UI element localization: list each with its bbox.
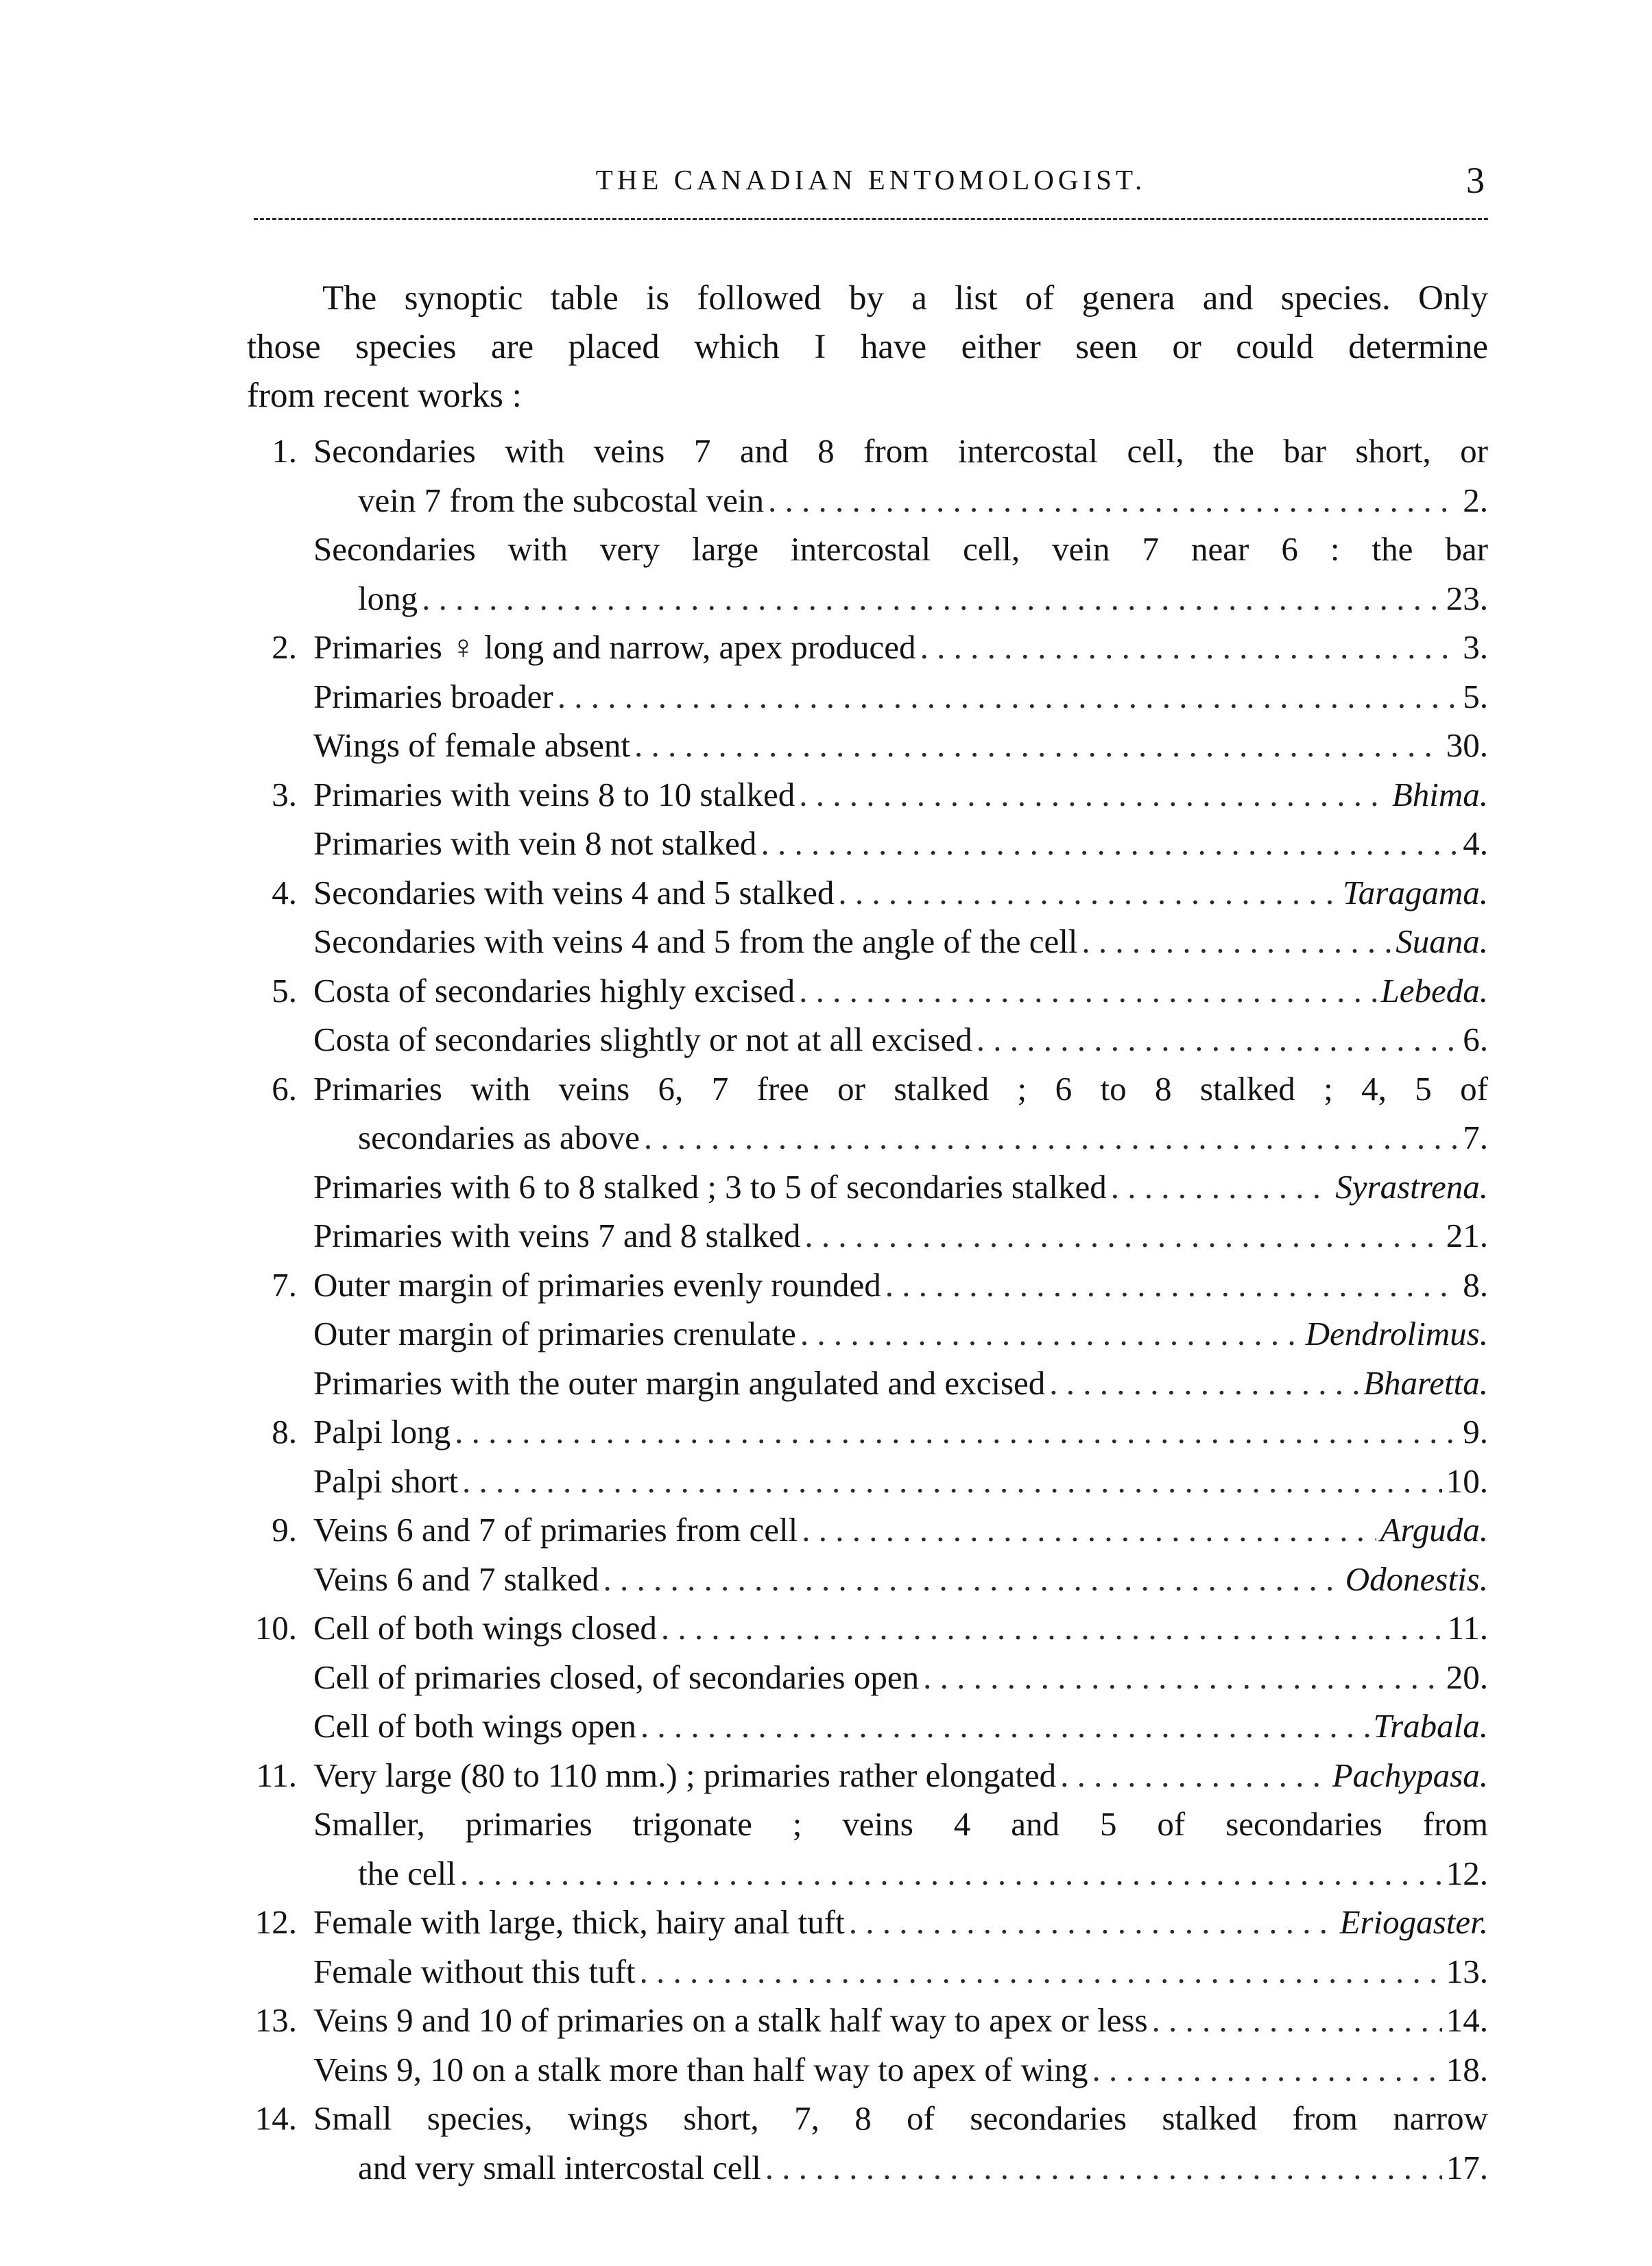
- couplet-reference: 13.: [1446, 1952, 1488, 1990]
- entry-text: Outer margin of primaries evenly rounded: [313, 1265, 881, 1304]
- entry-text: Cell of both wings closed: [313, 1609, 657, 1647]
- entry-text: Wings of female absent: [313, 726, 631, 764]
- genus-name: Pachypasa.: [1332, 1756, 1488, 1794]
- genus-name: Bhima.: [1391, 775, 1488, 813]
- entry-text: Secondaries with veins 4 and 5 from the angle of the cell: [313, 922, 1078, 960]
- entry-body: [313, 1996, 1488, 2045]
- entry-text: Costa of secondaries highly excised: [313, 971, 795, 1010]
- key-entry: [237, 2143, 1488, 2193]
- key-entry: [237, 1162, 1488, 1212]
- genus-name: Suana.: [1396, 922, 1488, 960]
- key-entry: [237, 1849, 1488, 1898]
- key-entry: [237, 1751, 1488, 1800]
- dot-leader: [1081, 917, 1391, 966]
- entry-text: Very large (80 to 110 mm.) ; primaries rather elongated: [313, 1756, 1057, 1794]
- entry-body: [313, 1309, 1488, 1359]
- entry-text: Small species, wings short, 7, 8 of secondaries stalked from narrow: [313, 2099, 1488, 2137]
- dot-leader: [634, 721, 1442, 770]
- couplet-reference: 30.: [1446, 726, 1488, 764]
- entry-body: [358, 1849, 1488, 1898]
- entry-body: [358, 476, 1488, 525]
- key-entry: [237, 476, 1488, 525]
- dot-leader: [1060, 1751, 1328, 1800]
- key-entry: [237, 1702, 1488, 1751]
- couplet-number: 6.: [272, 1069, 297, 1108]
- entry-body: [313, 623, 1488, 672]
- entry-body: [313, 1947, 1488, 1996]
- key-entry: [237, 1996, 1488, 2045]
- intro-paragraph: [247, 274, 1488, 420]
- couplet-reference: 8.: [1463, 1265, 1488, 1304]
- key-entry: [237, 2045, 1488, 2095]
- couplet-number: 4.: [272, 873, 297, 911]
- couplet-reference: 9.: [1463, 1413, 1488, 1451]
- couplet-reference: 17.: [1446, 2148, 1488, 2186]
- couplet-reference: 11.: [1447, 1609, 1488, 1647]
- dot-leader: [761, 819, 1459, 868]
- entry-body: [313, 2045, 1488, 2095]
- entry-text: Female without this tuft: [313, 1952, 636, 1990]
- genus-name: Trabala.: [1373, 1707, 1488, 1745]
- entry-body: [313, 770, 1488, 820]
- dot-leader: [849, 1898, 1336, 1947]
- couplet-reference: 6.: [1463, 1021, 1488, 1058]
- dot-leader: [920, 623, 1459, 672]
- entry-body: [313, 1359, 1488, 1408]
- entry-text: Primaries broader: [313, 677, 553, 715]
- couplet-reference: 10.: [1446, 1462, 1488, 1500]
- intro-line: The synoptic table is followed by a list of genera and species. Only: [322, 279, 1488, 318]
- entry-body: [313, 1407, 1488, 1457]
- entry-body: [358, 1113, 1488, 1162]
- key-entry: [237, 1505, 1488, 1555]
- couplet-reference: 12.: [1446, 1854, 1488, 1892]
- couplet-reference: 5.: [1463, 677, 1488, 715]
- genus-name: Lebeda.: [1380, 971, 1488, 1010]
- dot-leader: [640, 1947, 1442, 1996]
- intro-line: from recent works :: [247, 377, 522, 415]
- entry-text: Cell of primaries closed, of secondaries open: [313, 1658, 920, 1696]
- intro-line: those species are placed which I have either seen or could determine: [247, 328, 1488, 366]
- key-entry: [237, 1653, 1488, 1702]
- key-entry: [237, 868, 1488, 918]
- running-title: THE CANADIAN ENTOMOLOGIST.: [595, 164, 1147, 195]
- genus-name: Syrastrena.: [1335, 1167, 1488, 1206]
- dot-leader: [923, 1653, 1442, 1702]
- entry-body: [313, 672, 1488, 721]
- couplet-reference: 3.: [1463, 628, 1488, 666]
- entry-body: [313, 1751, 1488, 1800]
- key-entry: [237, 770, 1488, 820]
- dot-leader: [460, 1849, 1442, 1898]
- couplet-number: 9.: [272, 1511, 297, 1549]
- couplet-number: 7.: [272, 1265, 297, 1304]
- entry-body: [313, 1015, 1488, 1064]
- entry-text: Veins 6 and 7 of primaries from cell: [313, 1511, 798, 1549]
- genus-name: Bharetta.: [1363, 1363, 1488, 1402]
- entry-text: Primaries with vein 8 not stalked: [313, 824, 757, 862]
- entry-body: [313, 1162, 1488, 1212]
- dot-leader: [799, 966, 1376, 1016]
- dot-leader: [1111, 1162, 1332, 1212]
- couplet-number: 11.: [256, 1756, 297, 1794]
- dot-leader: [802, 1505, 1376, 1555]
- page-number: 3: [1466, 160, 1485, 201]
- genus-name: Odonestis.: [1345, 1560, 1488, 1598]
- dot-leader: [804, 1211, 1441, 1261]
- entry-text: Cell of both wings open: [313, 1707, 636, 1745]
- entry-text: Primaries with veins 7 and 8 stalked: [313, 1217, 801, 1254]
- entry-body: [313, 819, 1488, 868]
- entry-body: [313, 1505, 1488, 1555]
- dot-leader: [558, 672, 1459, 721]
- key-entry: [237, 1309, 1488, 1359]
- entry-body: [358, 574, 1488, 623]
- entry-text: secondaries as above: [358, 1119, 640, 1156]
- key-entry: [237, 1015, 1488, 1064]
- dot-leader: [885, 1261, 1459, 1310]
- entry-body: [313, 1702, 1488, 1751]
- couplet-number: 1.: [272, 432, 297, 470]
- dot-leader: [1152, 1996, 1442, 2045]
- key-entry: [237, 1359, 1488, 1408]
- key-entry: [237, 1947, 1488, 1996]
- dot-leader: [455, 1407, 1459, 1457]
- dot-leader: [641, 1702, 1369, 1751]
- couplet-reference: 18.: [1446, 2050, 1488, 2088]
- dot-leader: [768, 476, 1459, 525]
- genus-name: Taragama.: [1343, 873, 1488, 911]
- entry-text: Female with large, thick, hairy anal tuft: [313, 1903, 845, 1941]
- entry-text: Secondaries with veins 4 and 5 stalked: [313, 873, 835, 911]
- dot-leader: [603, 1555, 1341, 1604]
- entry-text: and very small intercostal cell: [358, 2148, 761, 2186]
- couplet-number: 12.: [254, 1903, 297, 1941]
- entry-body: [313, 1603, 1488, 1653]
- couplet-reference: 2.: [1463, 481, 1488, 519]
- dot-leader: [977, 1015, 1459, 1064]
- key-entry: [237, 1800, 1488, 1849]
- couplet-number: 2.: [272, 628, 297, 666]
- key-entry: [237, 1555, 1488, 1604]
- key-entry: [237, 1603, 1488, 1653]
- key-entry: [237, 1064, 1488, 1114]
- dot-leader: [661, 1603, 1444, 1653]
- dot-leader: [765, 2143, 1442, 2193]
- key-entry: [237, 819, 1488, 868]
- header-rule: [254, 218, 1488, 220]
- entry-text: Veins 9, 10 on a stalk more than half way to apex of wing: [313, 2050, 1088, 2088]
- key-entry: [237, 1261, 1488, 1310]
- entry-text: Primaries with 6 to 8 stalked ; 3 to 5 of secondaries stalked: [313, 1167, 1107, 1206]
- key-entry: [237, 1407, 1488, 1457]
- couplet-number: 10.: [254, 1609, 297, 1647]
- entry-text: Primaries with veins 6, 7 free or stalked ; 6 to 8 stalked ; 4, 5 of: [313, 1069, 1488, 1108]
- entry-body: [313, 868, 1488, 918]
- couplet-reference: 23.: [1446, 579, 1488, 617]
- entry-text: Primaries ♀ long and narrow, apex produced: [313, 628, 916, 666]
- entry-text: Veins 9 and 10 of primaries on a stalk half way to apex or less: [313, 2001, 1148, 2039]
- entry-text: Palpi short: [313, 1462, 458, 1500]
- entry-body: [313, 1800, 1488, 1849]
- entry-text: Primaries with veins 8 to 10 stalked: [313, 775, 795, 813]
- key-entry: [237, 672, 1488, 721]
- key-entry: [237, 917, 1488, 966]
- key-entry: [237, 623, 1488, 672]
- entry-text: long: [358, 579, 418, 617]
- entry-body: [313, 1555, 1488, 1604]
- entry-body: [313, 1653, 1488, 1702]
- key-entry: [237, 1113, 1488, 1162]
- key-entry: [237, 966, 1488, 1016]
- dot-leader: [799, 770, 1388, 820]
- key-entry: [237, 574, 1488, 623]
- entry-body: [313, 1064, 1488, 1114]
- entry-text: Primaries with the outer margin angulated and excised: [313, 1363, 1046, 1402]
- key-entry: [237, 427, 1488, 476]
- entry-body: [313, 917, 1488, 966]
- entry-text: the cell: [358, 1854, 456, 1892]
- couplet-number: 8.: [272, 1413, 297, 1451]
- key-entry: [237, 1457, 1488, 1506]
- entry-body: [313, 1457, 1488, 1506]
- couplet-reference: 4.: [1463, 824, 1488, 862]
- entry-text: Veins 6 and 7 stalked: [313, 1560, 599, 1598]
- dot-leader: [422, 574, 1442, 623]
- dot-leader: [838, 868, 1339, 918]
- genus-name: Arguda.: [1380, 1511, 1488, 1549]
- genus-name: Dendrolimus.: [1305, 1315, 1488, 1352]
- key-entry: [237, 2094, 1488, 2143]
- key-entry: [237, 1211, 1488, 1261]
- couplet-reference: 21.: [1446, 1217, 1488, 1254]
- couplet-number: 13.: [254, 2001, 297, 2039]
- dot-leader: [462, 1457, 1442, 1506]
- entry-body: [313, 2094, 1488, 2143]
- running-header: [257, 160, 1485, 202]
- genus-name: Eriogaster.: [1339, 1903, 1488, 1941]
- entry-text: vein 7 from the subcostal vein: [358, 481, 764, 519]
- entry-text: Secondaries with veins 7 and 8 from intercostal cell, the bar short, or: [313, 432, 1488, 470]
- dot-leader: [644, 1113, 1459, 1162]
- entry-text: Smaller, primaries trigonate ; veins 4 and 5 of secondaries from: [313, 1805, 1488, 1843]
- entry-body: [313, 427, 1488, 476]
- key-entry: [237, 721, 1488, 770]
- couplet-reference: 7.: [1463, 1119, 1488, 1156]
- couplet-number: 14.: [254, 2099, 297, 2137]
- entry-body: [358, 2143, 1488, 2193]
- entry-text: Costa of secondaries slightly or not at all excised: [313, 1021, 972, 1058]
- entry-body: [313, 1261, 1488, 1310]
- entry-text: Palpi long: [313, 1413, 451, 1451]
- synoptic-key: [237, 427, 1488, 2192]
- couplet-reference: 20.: [1446, 1658, 1488, 1696]
- couplet-reference: 14.: [1446, 2001, 1488, 2039]
- entry-body: [313, 1211, 1488, 1261]
- dot-leader: [800, 1309, 1302, 1359]
- entry-body: [313, 525, 1488, 574]
- couplet-number: 3.: [272, 775, 297, 813]
- couplet-number: 5.: [272, 971, 297, 1010]
- key-entry: [237, 1898, 1488, 1947]
- key-entry: [237, 525, 1488, 574]
- entry-body: [313, 721, 1488, 770]
- dot-leader: [1049, 1359, 1359, 1408]
- entry-text: Secondaries with very large intercostal cell, vein 7 near 6 : the bar: [313, 530, 1488, 568]
- entry-body: [313, 1898, 1488, 1947]
- dot-leader: [1092, 2045, 1441, 2095]
- entry-body: [313, 966, 1488, 1016]
- entry-text: Outer margin of primaries crenulate: [313, 1315, 796, 1352]
